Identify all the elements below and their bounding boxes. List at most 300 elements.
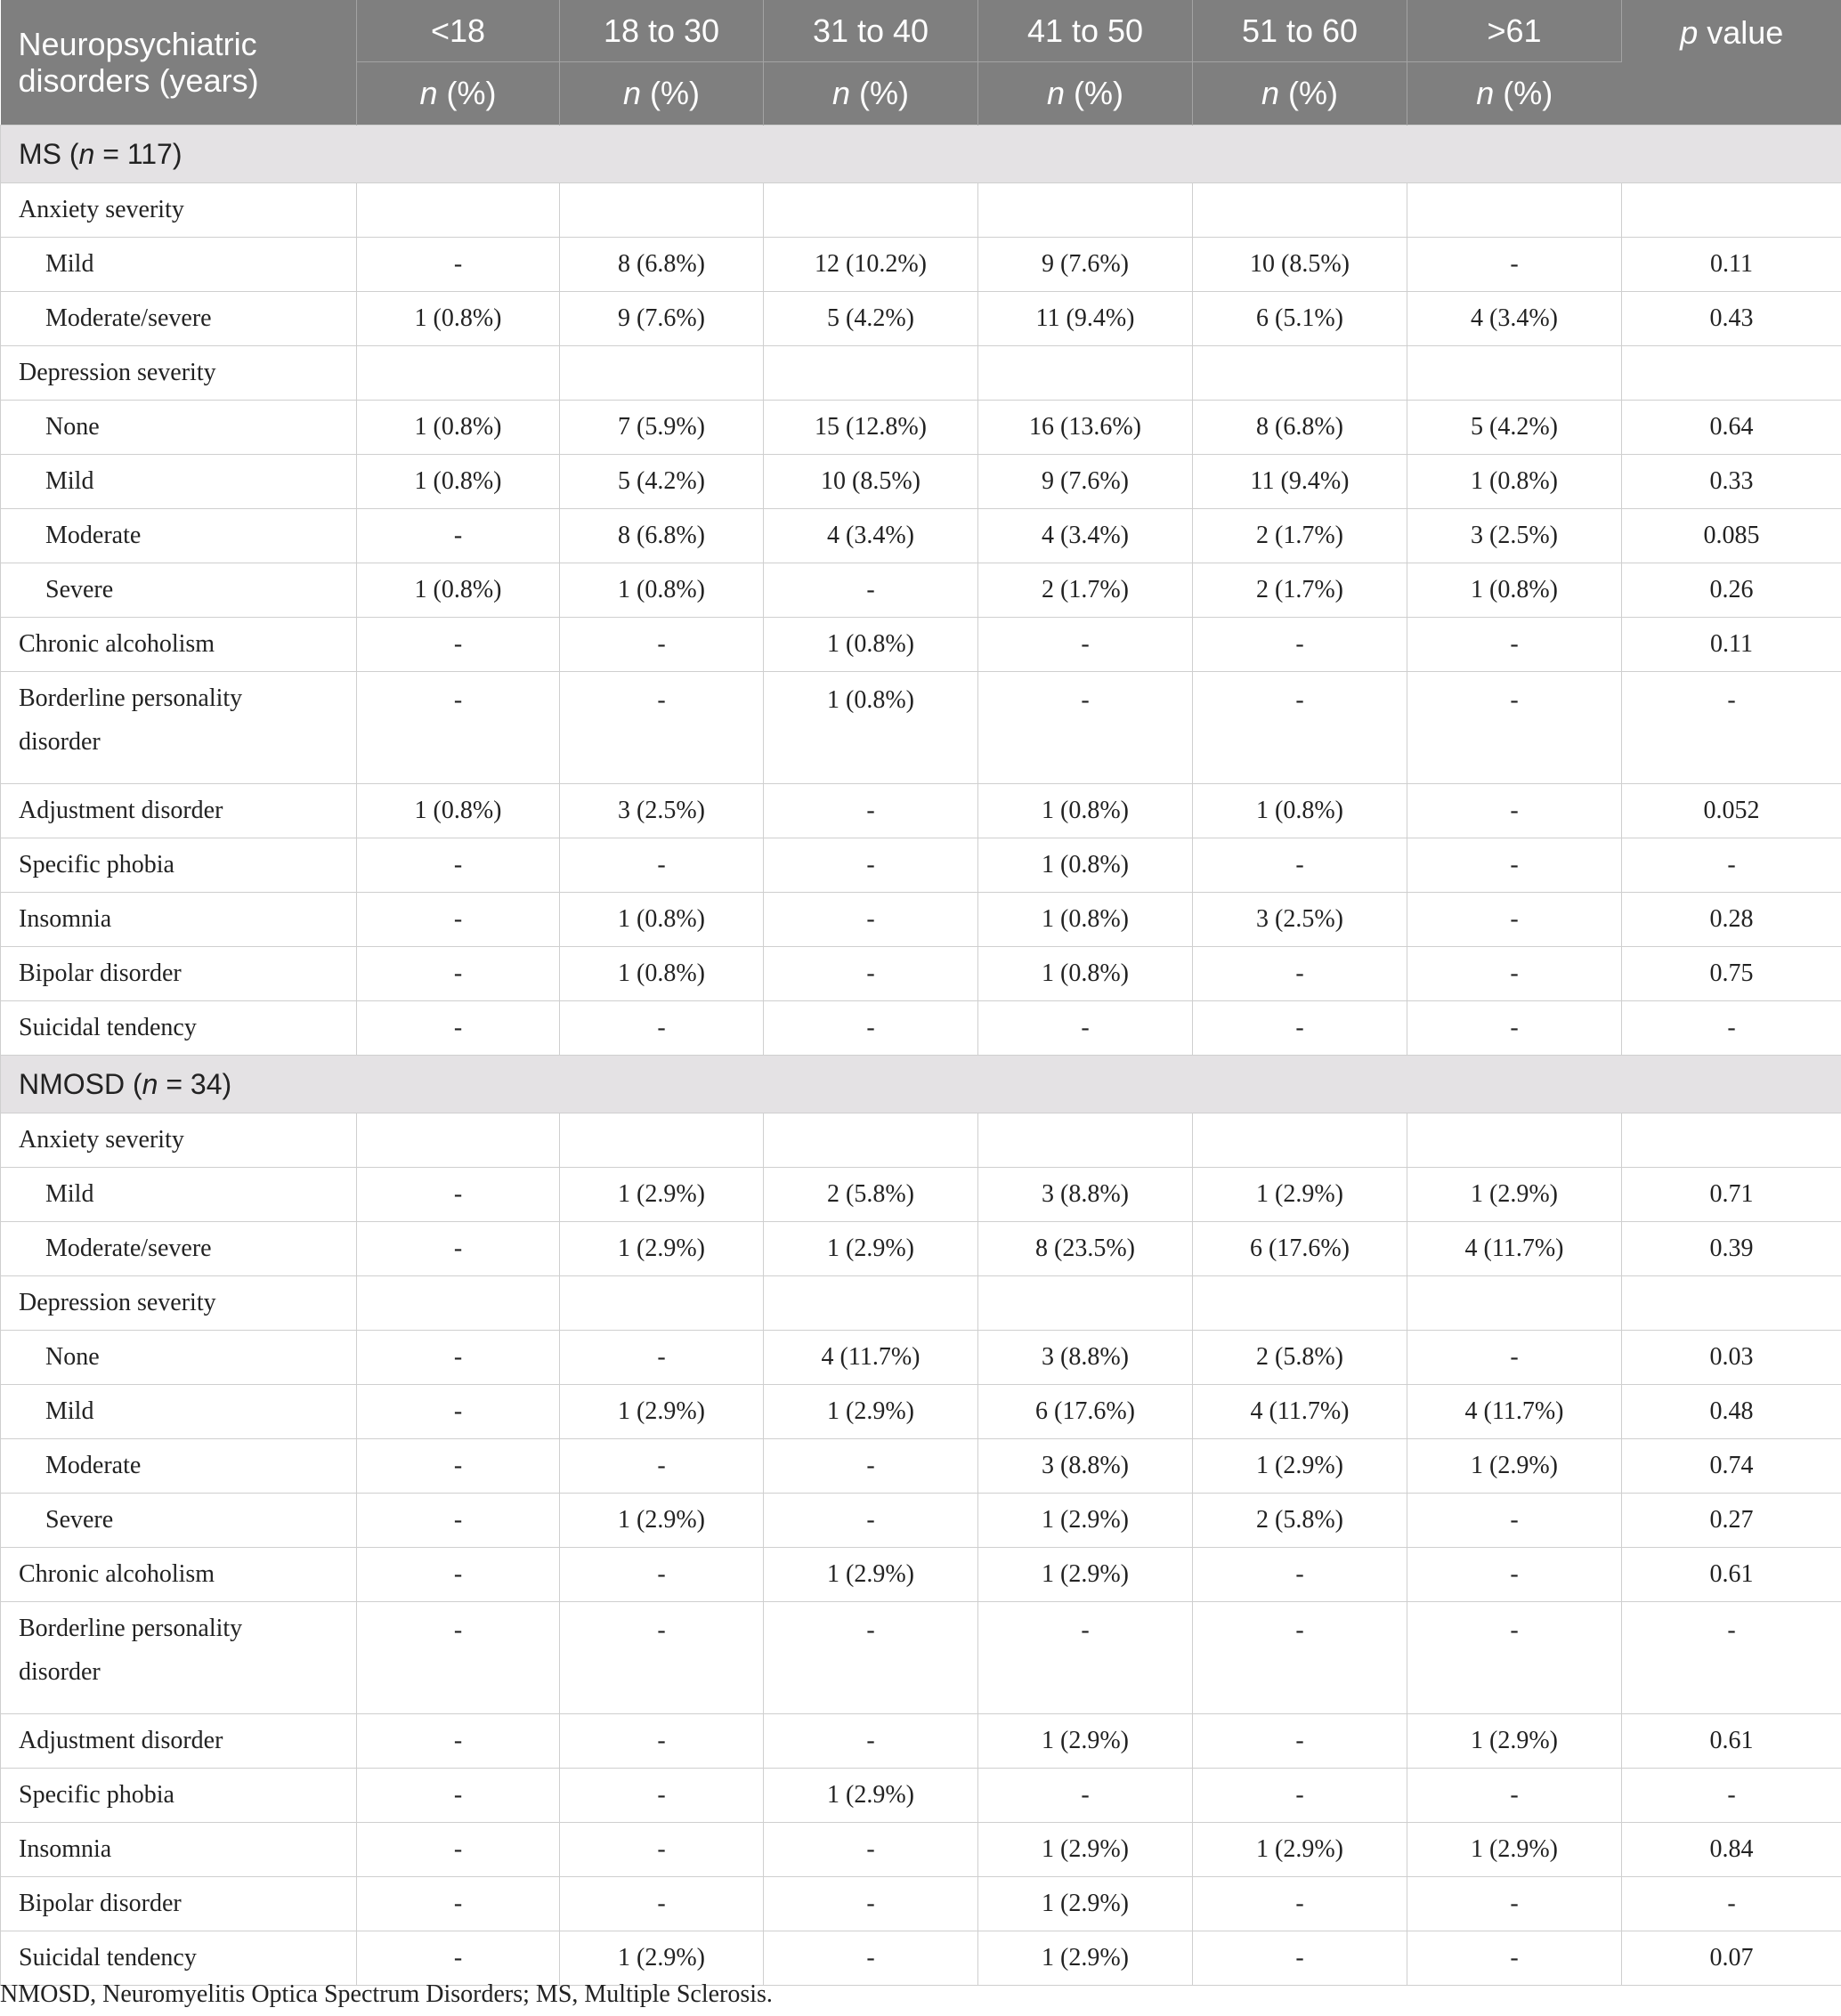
- table-row: [1, 1877, 1841, 1931]
- cell-value: 1 (2.9%): [764, 1548, 978, 1602]
- cell-value: 7 (5.9%): [560, 401, 764, 455]
- cell-value: 1 (2.9%): [978, 1877, 1193, 1931]
- row-label: Bipolar disorder: [1, 1877, 357, 1931]
- cell-p-value: [1622, 1276, 1841, 1331]
- table-row: [1, 838, 1841, 893]
- header-n-percent: [357, 62, 560, 125]
- table-row: [1, 1113, 1841, 1168]
- cell-p-value: 0.43: [1622, 292, 1841, 346]
- cell-value: 11 (9.4%): [978, 292, 1193, 346]
- cell-value: -: [357, 1714, 560, 1769]
- cell-p-value: 0.48: [1622, 1385, 1841, 1439]
- cell-value: -: [1193, 1602, 1407, 1714]
- row-label: Specific phobia: [1, 838, 357, 893]
- row-label: Mild: [1, 1168, 357, 1222]
- table-row: [1, 1714, 1841, 1769]
- cell-value: 1 (2.9%): [1193, 1168, 1407, 1222]
- cell-value: -: [764, 1931, 978, 1986]
- cell-p-value: -: [1622, 1602, 1841, 1714]
- cell-value: [1407, 346, 1622, 401]
- cell-value: 10 (8.5%): [1193, 238, 1407, 292]
- row-label: Depression severity: [1, 346, 357, 401]
- cell-value: 1 (2.9%): [1407, 1714, 1622, 1769]
- cell-value: 16 (13.6%): [978, 401, 1193, 455]
- cell-value: -: [560, 618, 764, 672]
- cell-p-value: 0.03: [1622, 1331, 1841, 1385]
- cell-value: 1 (2.9%): [560, 1494, 764, 1548]
- cell-value: -: [560, 1769, 764, 1823]
- cell-value: -: [764, 1494, 978, 1548]
- cell-value: 6 (17.6%): [978, 1385, 1193, 1439]
- cell-value: 1 (2.9%): [560, 1222, 764, 1276]
- cell-value: -: [1407, 838, 1622, 893]
- table-header: [1, 0, 1841, 125]
- cell-value: 1 (2.9%): [1407, 1168, 1622, 1222]
- header-first-column: [1, 0, 357, 125]
- cell-p-value: -: [1622, 1877, 1841, 1931]
- cell-value: 8 (23.5%): [978, 1222, 1193, 1276]
- n-rest: (%): [641, 75, 701, 111]
- cell-value: -: [357, 1385, 560, 1439]
- cell-value: 5 (4.2%): [764, 292, 978, 346]
- cell-value: 4 (11.7%): [1407, 1385, 1622, 1439]
- cell-p-value: 0.052: [1622, 784, 1841, 838]
- cell-value: -: [1193, 1714, 1407, 1769]
- row-label: Moderate/severe: [1, 1222, 357, 1276]
- cell-p-value: 0.64: [1622, 401, 1841, 455]
- cell-value: -: [1407, 1494, 1622, 1548]
- n-rest: (%): [1494, 75, 1553, 111]
- n-italic: n: [1046, 75, 1066, 111]
- header-n-percent: [1407, 62, 1622, 125]
- cell-value: 4 (3.4%): [1407, 292, 1622, 346]
- cell-value: -: [560, 1001, 764, 1056]
- cell-value: -: [978, 1769, 1193, 1823]
- row-label: Anxiety severity: [1, 183, 357, 238]
- cell-value: -: [1193, 1001, 1407, 1056]
- cell-value: 4 (3.4%): [764, 509, 978, 563]
- cell-value: [1407, 1113, 1622, 1168]
- row-label: Suicidal tendency: [1, 1931, 357, 1986]
- header-first-line-2: disorders (years): [18, 62, 259, 99]
- table-row: [1, 1385, 1841, 1439]
- cell-value: -: [1407, 672, 1622, 784]
- table-row: [1, 893, 1841, 947]
- cell-value: -: [1407, 1001, 1622, 1056]
- header-n-percent: [1193, 62, 1407, 125]
- cell-value: 2 (1.7%): [978, 563, 1193, 618]
- cell-value: 3 (2.5%): [560, 784, 764, 838]
- cell-value: 1 (0.8%): [978, 784, 1193, 838]
- table-row: [1, 672, 1841, 784]
- cell-p-value: 0.61: [1622, 1714, 1841, 1769]
- cell-value: [1407, 183, 1622, 238]
- cell-value: -: [357, 1823, 560, 1877]
- section-title-prefix: MS (: [19, 137, 79, 170]
- header-n-percent: [978, 62, 1193, 125]
- cell-value: [560, 183, 764, 238]
- cell-value: 6 (5.1%): [1193, 292, 1407, 346]
- cell-value: -: [1193, 838, 1407, 893]
- cell-value: -: [357, 1001, 560, 1056]
- cell-value: 1 (2.9%): [560, 1168, 764, 1222]
- section-title-n: n: [142, 1067, 158, 1100]
- cell-value: [764, 346, 978, 401]
- header-age-group: <18: [357, 0, 560, 62]
- cell-value: 1 (0.8%): [560, 893, 764, 947]
- cell-p-value: -: [1622, 1769, 1841, 1823]
- row-label: Chronic alcoholism: [1, 618, 357, 672]
- table-row: [1, 1001, 1841, 1056]
- cell-value: 1 (2.9%): [1407, 1439, 1622, 1494]
- table-row: [1, 1439, 1841, 1494]
- cell-value: -: [560, 1602, 764, 1714]
- cell-value: 1 (2.9%): [1193, 1439, 1407, 1494]
- cell-value: 1 (2.9%): [764, 1222, 978, 1276]
- row-label: Suicidal tendency: [1, 1001, 357, 1056]
- cell-value: -: [764, 784, 978, 838]
- header-p-value: [1622, 0, 1841, 125]
- p-value-italic: p: [1680, 14, 1699, 51]
- cell-value: [560, 346, 764, 401]
- cell-p-value: 0.27: [1622, 1494, 1841, 1548]
- cell-value: -: [1407, 618, 1622, 672]
- row-label: Bipolar disorder: [1, 947, 357, 1001]
- cell-value: -: [357, 1222, 560, 1276]
- cell-value: 2 (1.7%): [1193, 563, 1407, 618]
- header-age-group: >61: [1407, 0, 1622, 62]
- cell-p-value: 0.07: [1622, 1931, 1841, 1986]
- section-header-row: [1, 125, 1841, 183]
- cell-value: [1193, 1276, 1407, 1331]
- cell-value: -: [764, 1714, 978, 1769]
- row-label-line: disorder: [19, 1658, 101, 1686]
- cell-value: 1 (0.8%): [1407, 563, 1622, 618]
- cell-value: -: [357, 1331, 560, 1385]
- cell-value: 5 (4.2%): [560, 455, 764, 509]
- cell-p-value: 0.39: [1622, 1222, 1841, 1276]
- cell-p-value: -: [1622, 672, 1841, 784]
- cell-value: -: [1407, 1931, 1622, 1986]
- cell-p-value: 0.75: [1622, 947, 1841, 1001]
- cell-value: -: [1193, 1931, 1407, 1986]
- section-title: [1, 125, 1841, 183]
- cell-value: 9 (7.6%): [978, 455, 1193, 509]
- cell-value: -: [1193, 1548, 1407, 1602]
- cell-value: 1 (0.8%): [764, 672, 978, 784]
- cell-value: 1 (0.8%): [560, 563, 764, 618]
- cell-p-value: 0.085: [1622, 509, 1841, 563]
- table-row: [1, 563, 1841, 618]
- table-footnote: NMOSD, Neuromyelitis Optica Spectrum Disorders; MS, Multiple Sclerosis.: [0, 1980, 773, 2008]
- row-label: Moderate: [1, 509, 357, 563]
- cell-value: -: [1407, 1331, 1622, 1385]
- n-italic: n: [419, 75, 438, 111]
- cell-value: 1 (2.9%): [560, 1931, 764, 1986]
- cell-value: 10 (8.5%): [764, 455, 978, 509]
- cell-value: -: [357, 618, 560, 672]
- cell-value: [1407, 1276, 1622, 1331]
- row-label: Anxiety severity: [1, 1113, 357, 1168]
- section-title-n: n: [78, 137, 95, 170]
- cell-value: 1 (2.9%): [764, 1769, 978, 1823]
- cell-value: 2 (1.7%): [1193, 509, 1407, 563]
- row-label-line: Borderline personality: [19, 684, 243, 712]
- cell-value: -: [764, 893, 978, 947]
- cell-value: -: [1193, 1769, 1407, 1823]
- cell-value: 3 (2.5%): [1407, 509, 1622, 563]
- row-label: None: [1, 1331, 357, 1385]
- cell-value: 15 (12.8%): [764, 401, 978, 455]
- n-rest: (%): [1065, 75, 1124, 111]
- cell-value: -: [357, 1769, 560, 1823]
- table-row: [1, 183, 1841, 238]
- row-label: Mild: [1, 1385, 357, 1439]
- row-label: Adjustment disorder: [1, 784, 357, 838]
- row-label: Chronic alcoholism: [1, 1548, 357, 1602]
- cell-value: -: [764, 947, 978, 1001]
- section-header-row: [1, 1056, 1841, 1113]
- cell-value: -: [1407, 1602, 1622, 1714]
- header-age-group: 51 to 60: [1193, 0, 1407, 62]
- cell-value: 5 (4.2%): [1407, 401, 1622, 455]
- table-row: [1, 618, 1841, 672]
- table-row: [1, 1548, 1841, 1602]
- cell-value: 1 (0.8%): [357, 563, 560, 618]
- header-age-group: 41 to 50: [978, 0, 1193, 62]
- cell-value: -: [357, 238, 560, 292]
- n-italic: n: [1261, 75, 1280, 111]
- cell-value: 1 (0.8%): [978, 947, 1193, 1001]
- cell-value: [357, 1113, 560, 1168]
- cell-value: [978, 346, 1193, 401]
- table-row: [1, 1168, 1841, 1222]
- section-title-prefix: NMOSD (: [19, 1067, 142, 1100]
- row-label: None: [1, 401, 357, 455]
- cell-value: 9 (7.6%): [978, 238, 1193, 292]
- row-label-line: Borderline personality: [19, 1615, 243, 1642]
- cell-value: -: [764, 1001, 978, 1056]
- cell-value: [978, 1276, 1193, 1331]
- cell-value: [357, 183, 560, 238]
- cell-value: -: [978, 1001, 1193, 1056]
- cell-value: -: [560, 672, 764, 784]
- cell-value: -: [560, 838, 764, 893]
- cell-value: -: [1407, 784, 1622, 838]
- header-n-percent: [560, 62, 764, 125]
- cell-value: 6 (17.6%): [1193, 1222, 1407, 1276]
- cell-value: [560, 1276, 764, 1331]
- cell-value: 1 (0.8%): [978, 893, 1193, 947]
- table-row: [1, 346, 1841, 401]
- cell-value: -: [357, 672, 560, 784]
- cell-value: -: [1193, 947, 1407, 1001]
- cell-p-value: [1622, 346, 1841, 401]
- row-label: Insomnia: [1, 1823, 357, 1877]
- cell-value: 3 (8.8%): [978, 1331, 1193, 1385]
- row-label: Adjustment disorder: [1, 1714, 357, 1769]
- cell-value: 1 (2.9%): [978, 1714, 1193, 1769]
- row-label: Mild: [1, 238, 357, 292]
- cell-value: -: [357, 1168, 560, 1222]
- table-row: [1, 947, 1841, 1001]
- cell-value: -: [764, 563, 978, 618]
- cell-value: 1 (2.9%): [1193, 1823, 1407, 1877]
- table-row: [1, 1331, 1841, 1385]
- cell-value: 1 (2.9%): [978, 1494, 1193, 1548]
- n-rest: (%): [850, 75, 910, 111]
- table-row: [1, 1222, 1841, 1276]
- cell-value: 8 (6.8%): [1193, 401, 1407, 455]
- cell-value: 1 (0.8%): [357, 292, 560, 346]
- cell-value: -: [1407, 893, 1622, 947]
- header-age-group: 31 to 40: [764, 0, 978, 62]
- cell-value: 8 (6.8%): [560, 238, 764, 292]
- row-label-line: disorder: [19, 728, 101, 756]
- cell-value: 3 (2.5%): [1193, 893, 1407, 947]
- cell-value: 2 (5.8%): [1193, 1331, 1407, 1385]
- cell-value: 4 (11.7%): [1193, 1385, 1407, 1439]
- cell-value: -: [764, 838, 978, 893]
- cell-value: -: [1407, 1877, 1622, 1931]
- cell-value: 2 (5.8%): [1193, 1494, 1407, 1548]
- n-rest: (%): [437, 75, 497, 111]
- cell-value: -: [560, 1331, 764, 1385]
- n-rest: (%): [1279, 75, 1339, 111]
- cell-value: 12 (10.2%): [764, 238, 978, 292]
- cell-value: -: [1193, 1877, 1407, 1931]
- table-row: [1, 509, 1841, 563]
- cell-value: [357, 1276, 560, 1331]
- header-first-line-1: Neuropsychiatric: [18, 26, 257, 62]
- cell-value: -: [560, 1439, 764, 1494]
- cell-value: [560, 1113, 764, 1168]
- cell-value: 1 (2.9%): [978, 1823, 1193, 1877]
- cell-value: -: [357, 1931, 560, 1986]
- row-label: Mild: [1, 455, 357, 509]
- table-row: [1, 784, 1841, 838]
- cell-value: 11 (9.4%): [1193, 455, 1407, 509]
- table-row: [1, 1931, 1841, 1986]
- header-row-age-groups: [1, 0, 1841, 62]
- n-italic: n: [831, 75, 851, 111]
- cell-value: -: [978, 618, 1193, 672]
- cell-value: -: [357, 1602, 560, 1714]
- table-row: [1, 1494, 1841, 1548]
- table-row: [1, 1602, 1841, 1714]
- cell-value: 3 (8.8%): [978, 1439, 1193, 1494]
- cell-value: [1193, 346, 1407, 401]
- cell-value: -: [1407, 238, 1622, 292]
- cell-value: 2 (5.8%): [764, 1168, 978, 1222]
- cell-value: -: [764, 1823, 978, 1877]
- cell-value: 1 (0.8%): [1193, 784, 1407, 838]
- cell-value: 1 (2.9%): [978, 1548, 1193, 1602]
- cell-p-value: 0.28: [1622, 893, 1841, 947]
- cell-p-value: 0.71: [1622, 1168, 1841, 1222]
- cell-value: 9 (7.6%): [560, 292, 764, 346]
- cell-value: [357, 346, 560, 401]
- cell-value: -: [560, 1548, 764, 1602]
- section-title: [1, 1056, 1841, 1113]
- cell-value: -: [357, 1439, 560, 1494]
- table-row: [1, 292, 1841, 346]
- row-label: [1, 672, 357, 784]
- table-row: [1, 401, 1841, 455]
- cell-value: 1 (0.8%): [764, 618, 978, 672]
- cell-value: -: [978, 1602, 1193, 1714]
- cell-value: 4 (11.7%): [1407, 1222, 1622, 1276]
- row-label: Moderate: [1, 1439, 357, 1494]
- cell-value: 1 (2.9%): [1407, 1823, 1622, 1877]
- n-italic: n: [1476, 75, 1495, 111]
- cell-value: -: [978, 672, 1193, 784]
- cell-value: -: [560, 1877, 764, 1931]
- cell-value: 1 (0.8%): [1407, 455, 1622, 509]
- cell-p-value: 0.11: [1622, 238, 1841, 292]
- cell-value: 1 (0.8%): [560, 947, 764, 1001]
- cell-value: -: [357, 1548, 560, 1602]
- cell-value: -: [357, 838, 560, 893]
- cell-value: 1 (0.8%): [357, 455, 560, 509]
- cell-value: -: [357, 1494, 560, 1548]
- cell-value: -: [1193, 618, 1407, 672]
- table-row: [1, 1769, 1841, 1823]
- cell-p-value: 0.61: [1622, 1548, 1841, 1602]
- cell-value: -: [764, 1877, 978, 1931]
- cell-p-value: 0.74: [1622, 1439, 1841, 1494]
- cell-value: 1 (0.8%): [357, 401, 560, 455]
- cell-value: [764, 1113, 978, 1168]
- cell-value: -: [1407, 1769, 1622, 1823]
- cell-p-value: 0.11: [1622, 618, 1841, 672]
- cell-value: 3 (8.8%): [978, 1168, 1193, 1222]
- cell-p-value: [1622, 183, 1841, 238]
- cell-value: -: [764, 1439, 978, 1494]
- cell-value: -: [764, 1602, 978, 1714]
- row-label: Depression severity: [1, 1276, 357, 1331]
- row-label: Severe: [1, 1494, 357, 1548]
- cell-value: 4 (3.4%): [978, 509, 1193, 563]
- cell-value: [764, 183, 978, 238]
- header-n-percent: [764, 62, 978, 125]
- row-label: Specific phobia: [1, 1769, 357, 1823]
- cell-p-value: 0.84: [1622, 1823, 1841, 1877]
- table-row: [1, 1823, 1841, 1877]
- cell-value: -: [357, 509, 560, 563]
- section-title-suffix: = 117): [94, 137, 182, 170]
- p-value-rest: value: [1698, 14, 1784, 51]
- row-label: [1, 1602, 357, 1714]
- cell-value: [1193, 183, 1407, 238]
- table-body: [1, 125, 1841, 1986]
- cell-p-value: -: [1622, 838, 1841, 893]
- cell-value: [1193, 1113, 1407, 1168]
- row-label: Severe: [1, 563, 357, 618]
- cell-value: [978, 1113, 1193, 1168]
- cell-value: 1 (2.9%): [978, 1931, 1193, 1986]
- table-row: [1, 1276, 1841, 1331]
- cell-p-value: 0.33: [1622, 455, 1841, 509]
- cell-value: -: [1407, 1548, 1622, 1602]
- cell-value: 1 (2.9%): [560, 1385, 764, 1439]
- section-title-suffix: = 34): [158, 1067, 232, 1100]
- cell-value: -: [560, 1823, 764, 1877]
- row-label: Insomnia: [1, 893, 357, 947]
- cell-value: 8 (6.8%): [560, 509, 764, 563]
- table-row: [1, 455, 1841, 509]
- cell-value: -: [1407, 947, 1622, 1001]
